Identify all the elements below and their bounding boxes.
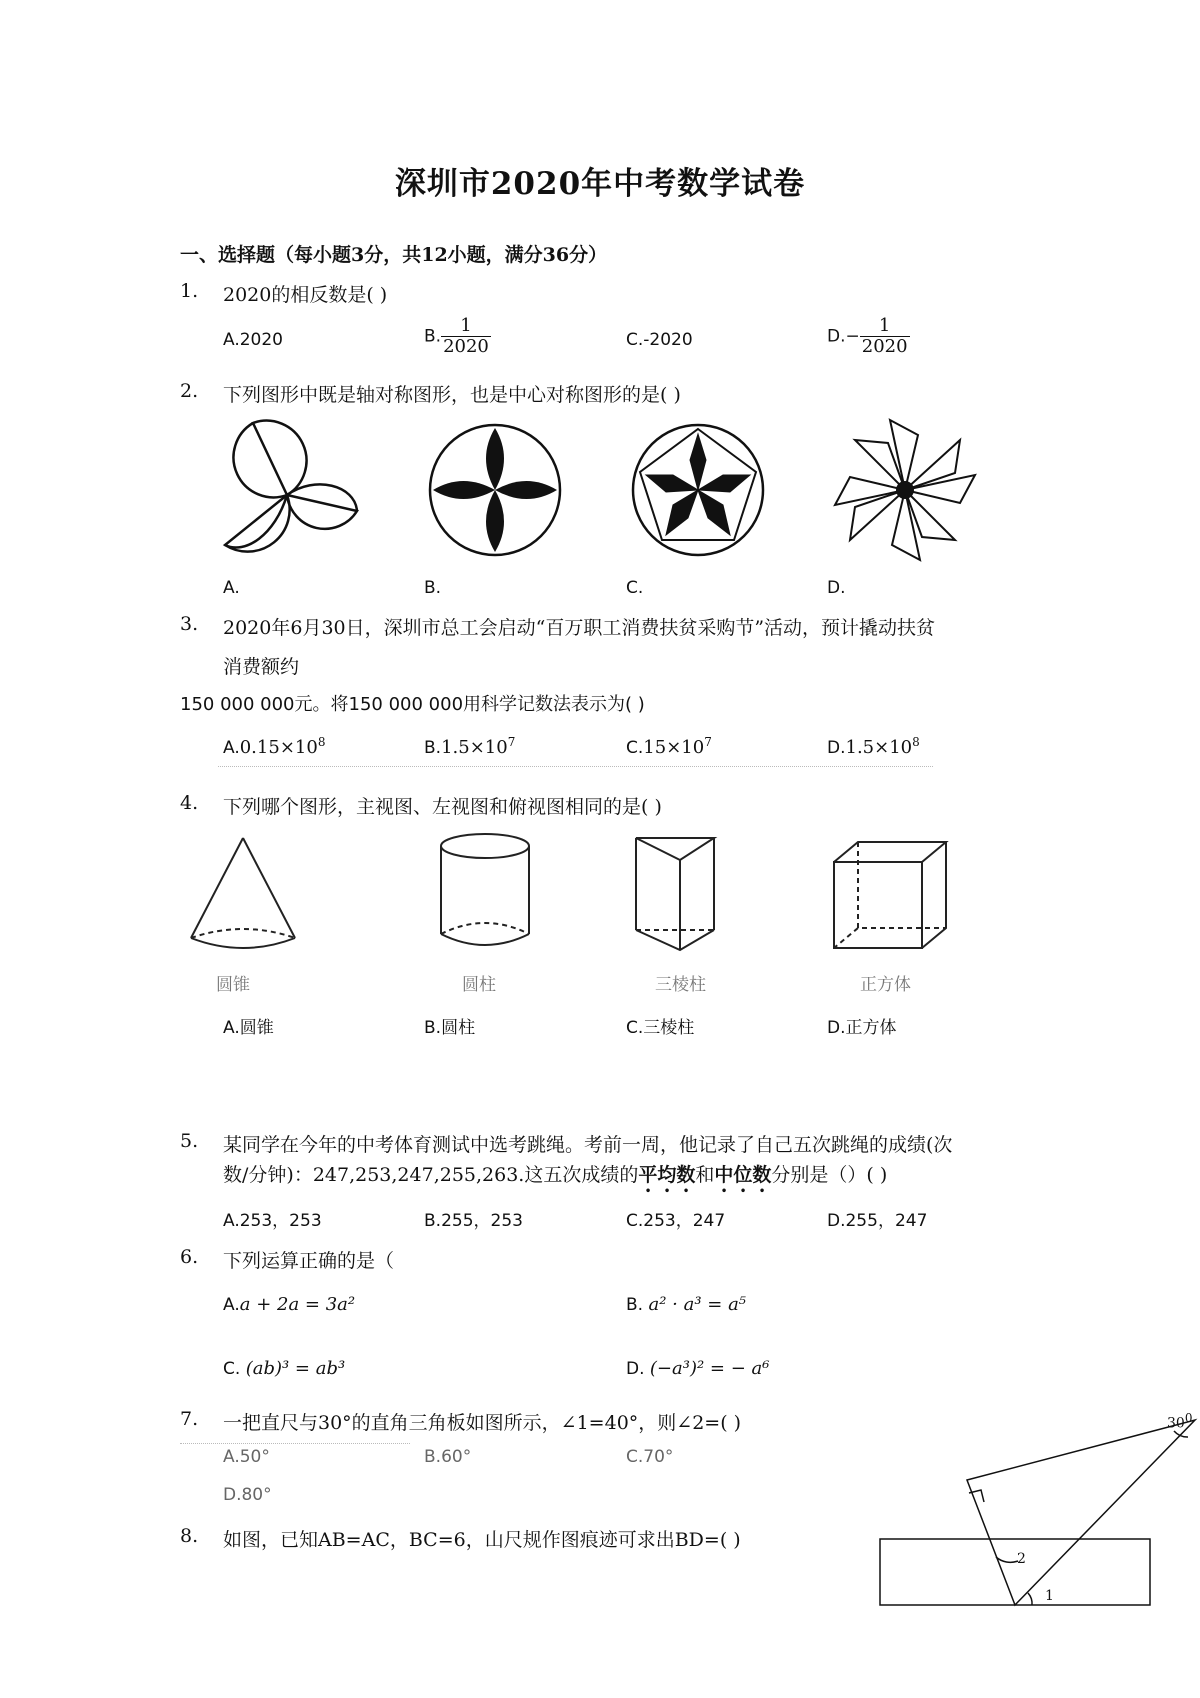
q7-option-d: D.80° xyxy=(223,1485,272,1505)
q6-option-c: C. (ab)³ = ab³ xyxy=(223,1358,346,1379)
q3-option-c: $C.15\times 10^7$ xyxy=(626,735,712,758)
emphasis-median: 中位数 xyxy=(714,1164,772,1186)
q1-option-b xyxy=(424,316,491,357)
q1-option-d-fraction: $\frac{1}{2020}$ xyxy=(861,315,908,357)
q5-option-a: A.253，253 xyxy=(223,1211,322,1231)
cylinder-figure xyxy=(435,830,535,950)
cylinder-label: 圆柱 xyxy=(462,975,496,995)
question-1-text: 2020的相反数是( ) xyxy=(223,284,388,306)
question-6-text: 下列运算正确的是（ xyxy=(223,1250,395,1272)
question-4-number: 4. xyxy=(180,792,199,814)
angle-30-label: $30^0$ xyxy=(1167,1411,1193,1432)
cone-figure xyxy=(183,830,303,950)
q5-option-c: C.253，247 xyxy=(626,1211,726,1231)
section-heading: 一、选择题（每小题3分，共12小题，满分36分） xyxy=(180,244,608,266)
question-6-number: 6. xyxy=(180,1246,199,1268)
question-2-number: 2. xyxy=(180,380,199,402)
page-title: 深圳市2020年中考数学试卷 xyxy=(394,166,806,202)
q1-option-a: A.2020 xyxy=(223,330,283,350)
pinwheel-triangles-figure-d xyxy=(830,415,980,565)
cube-figure xyxy=(830,838,950,953)
question-7-number: 7. xyxy=(180,1408,199,1430)
q1-option-b-fraction: $\frac{1}{2020}$ xyxy=(443,315,489,357)
question-3-text-line3: 150 000 000元。将150 000 000用科学记数法表示为( ) xyxy=(180,694,645,715)
pinwheel-figure-a xyxy=(215,415,365,565)
circle-star-figure-c xyxy=(628,420,768,560)
q4-option-c: C.三棱柱 xyxy=(626,1018,695,1038)
angle-1-label: 1 xyxy=(1045,1588,1054,1604)
question-2-text: 下列图形中既是轴对称图形，也是中心对称图形的是( ) xyxy=(223,384,681,406)
q3-option-a: $A.0.15\times 10^8$ xyxy=(223,735,326,758)
question-3-text-line2: 消费额约 xyxy=(223,656,300,678)
q7-option-b: B.60° xyxy=(424,1447,472,1467)
q2-option-a: A. xyxy=(223,578,240,598)
q6-option-a: A.a + 2a = 3a² xyxy=(223,1294,356,1315)
q1-option-b-label: B. xyxy=(424,326,442,347)
cone-label: 圆锥 xyxy=(216,975,250,995)
question-5-number: 5. xyxy=(180,1130,199,1152)
q1-option-c: C.-2020 xyxy=(626,330,693,350)
angle-2-label: 2 xyxy=(1017,1551,1026,1567)
q5-option-d: D.255，247 xyxy=(827,1211,928,1231)
question-8-text: 如图，已知AB=AC，BC=6，山尺规作图痕迹可求出BD=( ) xyxy=(223,1529,741,1551)
triangular-prism-label: 三棱柱 xyxy=(655,975,706,995)
question-5-text-line2: 数/分钟)：247,253,247,255,263.这五次成绩的平均数和中位数分别是（）( ) xyxy=(223,1164,888,1186)
question-7-text: 一把直尺与30°的直角三角板如图所示，∠1=40°，则∠2=( ) xyxy=(223,1412,742,1434)
q3-option-d: $D.1.5\times 10^8$ xyxy=(827,735,920,758)
divider-dotted xyxy=(218,766,933,767)
q7-option-a: A.50° xyxy=(223,1447,270,1467)
q5-option-b: B.255，253 xyxy=(424,1211,523,1231)
q4-option-b: B.圆柱 xyxy=(424,1018,476,1038)
question-8-number: 8. xyxy=(180,1525,199,1547)
q4-option-a: A.圆锥 xyxy=(223,1018,274,1038)
q1-option-d-label: D. xyxy=(827,326,846,347)
q7-option-c: C.70° xyxy=(626,1447,674,1467)
cube-label: 正方体 xyxy=(860,975,911,995)
emphasis-mean: 平均数 xyxy=(638,1164,696,1186)
divider-dotted-q7 xyxy=(180,1443,410,1444)
triangular-prism-figure xyxy=(630,830,720,955)
q2-option-c: C. xyxy=(626,578,644,598)
question-1-number: 1. xyxy=(180,280,199,302)
ruler-triangle-figure xyxy=(870,1405,1200,1620)
q2-option-b: B. xyxy=(424,578,442,598)
question-3-number: 3. xyxy=(180,613,199,635)
question-4-text: 下列哪个图形，主视图、左视图和俯视图相同的是( ) xyxy=(223,796,662,818)
q2-option-d: D. xyxy=(827,578,846,598)
question-3-text-line1: 2020年6月30日，深圳市总工会启动“百万职工消费扶贫采购节”活动，预计撬动扶贫 xyxy=(223,617,936,639)
q4-option-d: D.正方体 xyxy=(827,1018,897,1038)
question-5-text-line1: 某同学在今年的中考体育测试中选考跳绳。考前一周，他记录了自己五次跳绳的成绩(次 xyxy=(223,1134,953,1156)
q6-option-d: D. (−a³)² = − a⁶ xyxy=(626,1358,770,1379)
q6-option-b: B. a² · a³ = a⁵ xyxy=(626,1294,747,1315)
q3-option-b: $B.1.5\times 10^7$ xyxy=(424,735,516,758)
q1-option-d: D.− $\frac{1}{2020}$ xyxy=(827,315,908,357)
circle-four-petals-figure-b xyxy=(425,420,565,560)
